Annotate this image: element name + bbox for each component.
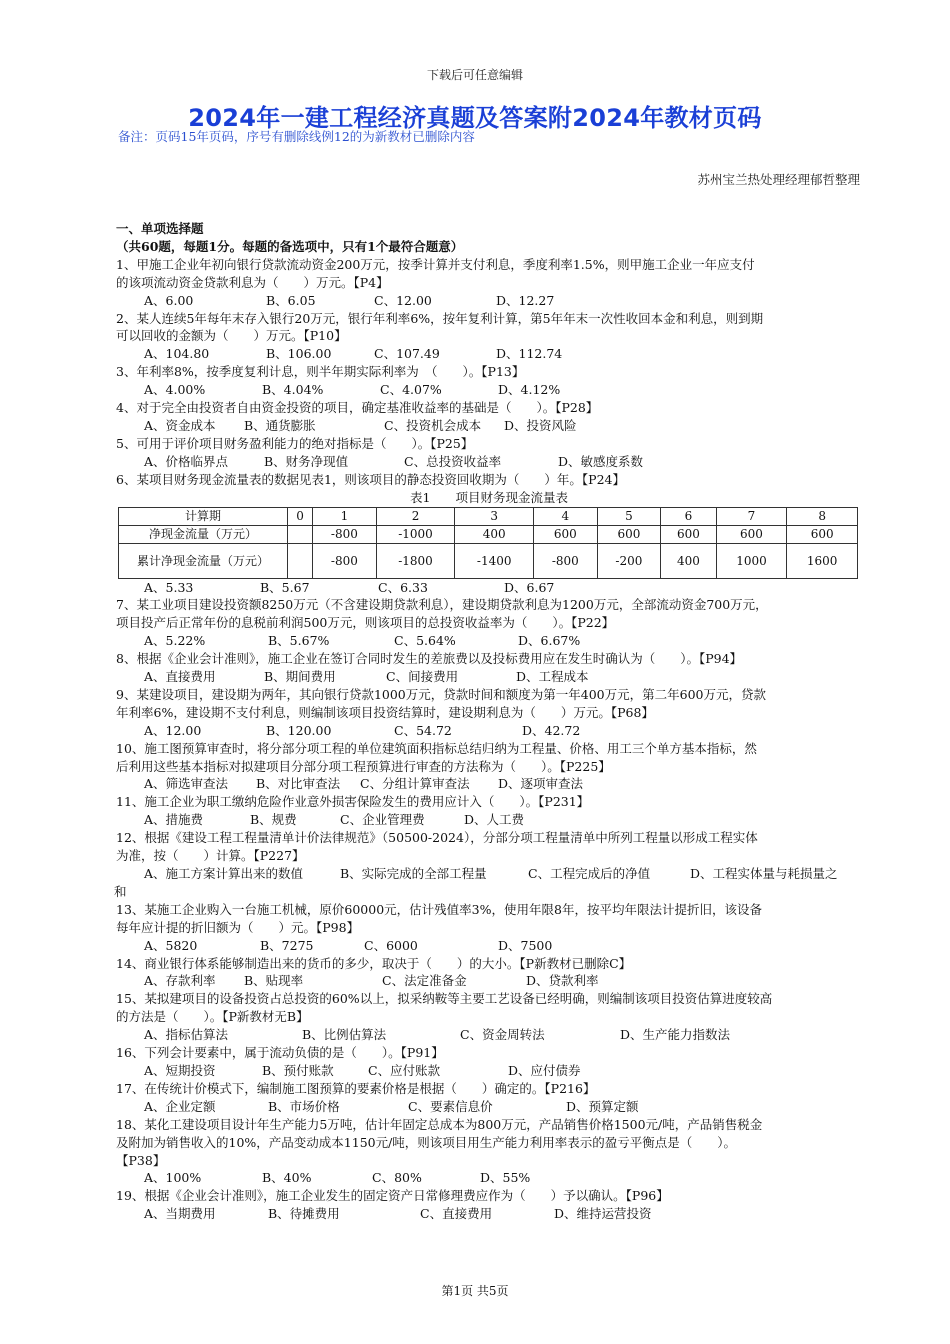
option-text: C、应付账款 [368, 1062, 441, 1078]
option-text: C、6000 [364, 937, 418, 953]
table-cell: 600 [716, 525, 787, 543]
option-row [116, 632, 862, 650]
table-cell: -200 [597, 543, 661, 578]
question-text: 可以回收的金额为（ ）万元。【P10】 [116, 328, 347, 344]
option-text: A、当期费用 [144, 1206, 216, 1222]
option-text: A、措施费 [144, 812, 204, 828]
option-text: A、短期投资 [144, 1062, 216, 1078]
table-caption: 表1 项目财务现金流量表 [410, 489, 568, 505]
option-row [116, 1169, 862, 1187]
option-text: C、4.07% [380, 382, 442, 398]
question-text: 9、某建设项目，建设期为两年，其向银行贷款1000万元，贷款时间和额度为第一年400万元，第二年600万元，贷款 [116, 686, 766, 702]
option-text: C、资金周转法 [460, 1027, 545, 1043]
option-text: D、生产能力指数法 [620, 1027, 731, 1043]
option-text: A、5820 [144, 937, 198, 953]
question-text: 5、可用于评价项目财务盈利能力的绝对指标是（ ）。【P25】 [116, 435, 474, 451]
table-row [119, 525, 858, 543]
table-header-cell: 3 [455, 507, 534, 525]
table-cell: 400 [455, 525, 534, 543]
question-text: 6、某项目财务现金流量表的数据见表1，则该项目的静态投资回收期为（ ）年。【P24】 [116, 471, 625, 487]
question-text: 16、下列会计要素中，属于流动负债的是（ ）。【P91】 [116, 1045, 444, 1061]
option-text: D、投资风险 [504, 417, 577, 433]
option-text: B、比例估算法 [302, 1027, 387, 1043]
option-text: D、6.67 [504, 579, 555, 595]
option-text: A、104.80 [144, 346, 210, 362]
option-text: A、筛选审查法 [144, 776, 229, 792]
option-text: A、指标估算法 [144, 1027, 229, 1043]
option-text: B、120.00 [266, 722, 332, 738]
option-row [116, 811, 862, 829]
header-note: 下载后可任意编辑 [426, 68, 523, 82]
question-text: 【P38】 [116, 1152, 166, 1168]
option-text: D、逐项审查法 [498, 776, 584, 792]
question-text: 的方法是（ ）。【P新教材无B】 [116, 1009, 309, 1025]
option-text: A、企业定额 [144, 1098, 216, 1114]
option-row [116, 722, 862, 740]
table-cell: -1400 [455, 543, 534, 578]
option-text: D、4.12% [498, 382, 561, 398]
question-text: 19、根据《企业会计准则》，施工企业发生的固定资产日常修理费应作为（ ）予以确认。【P96】 [116, 1188, 669, 1204]
table-header-cell: 4 [534, 507, 598, 525]
question-text: 18、某化工建设项目设计年生产能力5万吨，估计年固定总成本为800万元，产品销售价格1500元/吨，产品销售税金 [116, 1116, 763, 1132]
option-text: D、贷款利率 [526, 973, 599, 989]
question-text: 每年应计提的折旧额为（ ）元。【P98】 [116, 919, 360, 935]
option-text: A、资金成本 [144, 417, 216, 433]
option-text: A、存款利率 [144, 973, 216, 989]
option-text: B、4.04% [262, 382, 324, 398]
question-list [116, 220, 862, 1223]
option-text: C、法定准备金 [382, 973, 467, 989]
option-text: A、直接费用 [144, 669, 216, 685]
option-text: C、80% [372, 1170, 422, 1186]
compiler-credit: 苏州宝兰热处理经理郁哲整理 [697, 172, 860, 187]
table-header-cell: 0 [288, 507, 313, 525]
option-text: D、55% [480, 1170, 531, 1186]
table-cell: 600 [597, 525, 661, 543]
option-text: D、12.27 [496, 292, 555, 308]
option-row [116, 381, 862, 399]
option-text: C、分组计算审查法 [360, 776, 470, 792]
option-row [116, 453, 862, 471]
option-row [116, 937, 862, 955]
table-header-cell: 7 [716, 507, 787, 525]
option-text: B、106.00 [266, 346, 332, 362]
option-text: A、施工方案计算出来的数值 [144, 866, 304, 881]
page-footer: 第1页 共5页 [441, 1284, 509, 1298]
option-text: B、40% [262, 1170, 312, 1186]
question-text: 项目投产后正常年份的息税前利润500万元，则该项目的总投资收益率为（ ）。【P22】 [116, 615, 615, 631]
option-text: B、实际完成的全部工程量 [340, 866, 487, 881]
option-text: A、5.33 [144, 579, 194, 595]
document-title: 2024年一建工程经济真题及答案附2024年教材页码 [188, 104, 762, 132]
table-cell: 600 [787, 525, 858, 543]
option-row [116, 1026, 862, 1044]
question-text: 3、年利率8%，按季度复利计息，则半年期实际利率为 （ ）。【P13】 [116, 364, 525, 380]
table-header-cell: 2 [376, 507, 455, 525]
option-text: D、7500 [498, 937, 553, 953]
option-text: B、通货膨胀 [244, 417, 316, 433]
question-text: 及附加为销售收入的10%，产品变动成本1150元/吨，则该项目用生产能力利用率表示的盈亏平衡点是（ ）。 [116, 1134, 737, 1150]
table-header-cell: 1 [313, 507, 377, 525]
question-text: 年利率6%，建设期不支付利息，则编制该项目投资结算时，建设期利息为（ ）万元。【P68】 [116, 704, 654, 720]
question-text-tail: 和 [114, 883, 127, 899]
question-text: 7、某工业项目建设投资额8250万元（不含建设期贷款利息），建设期贷款利息为1200万元，全部流动资金700万元， [116, 597, 768, 613]
option-text: C、54.72 [394, 722, 452, 738]
option-text: B、预付账款 [262, 1062, 334, 1078]
table-header-row [119, 507, 858, 525]
question-text: 4、对于完全由投资者自由资金投资的项目，确定基准收益率的基础是（ ）。【P28】 [116, 400, 599, 416]
question-text: 15、某拟建项目的设备投资占总投资的60%以上，拟采纳鞍等主要工艺设备已经明确，则编制该项目投资估算进度较高 [116, 991, 773, 1007]
table-cell: 累计净现金流量（万元） [119, 543, 288, 578]
option-text: A、12.00 [144, 722, 202, 738]
table-header-cell: 计算期 [119, 507, 288, 525]
option-text: A、4.00% [144, 382, 206, 398]
option-text: C、投资机会成本 [384, 417, 482, 433]
option-text: D、6.67% [518, 633, 581, 649]
question-text: 为准，按（ ）计算。【P227】 [116, 848, 305, 864]
table-cell: 600 [534, 525, 598, 543]
option-row [116, 417, 862, 435]
option-text: B、6.05 [266, 292, 316, 308]
table-cell: -800 [313, 543, 377, 578]
table-row [119, 543, 858, 578]
option-row [116, 668, 862, 686]
table-cell: 1000 [716, 543, 787, 578]
table-header-cell: 8 [787, 507, 858, 525]
question-text: 1、甲施工企业年初向银行贷款流动资金200万元，按季计算并支付利息，季度利率1.5%，则甲施工企业一年应支付 [116, 256, 755, 272]
option-text: A、6.00 [144, 292, 194, 308]
option-text: D、预算定额 [566, 1098, 639, 1114]
table-header-cell: 6 [661, 507, 716, 525]
option-row [116, 865, 862, 883]
option-text: B、规费 [250, 812, 297, 828]
option-text: D、敏感度系数 [558, 453, 644, 469]
option-text: D、维持运营投资 [554, 1206, 652, 1222]
option-text: C、107.49 [374, 346, 440, 362]
option-text: D、人工费 [464, 812, 525, 828]
option-text: B、市场价格 [268, 1098, 340, 1114]
option-row [116, 972, 862, 990]
option-text: B、财务净现值 [264, 453, 349, 469]
option-row [116, 345, 862, 363]
table-header-cell: 5 [597, 507, 661, 525]
section-subtitle: （共60题，每题1分。每题的备选项中，只有1个最符合题意） [116, 238, 464, 254]
option-text: C、直接费用 [420, 1206, 493, 1222]
option-text: D、应付债券 [508, 1062, 581, 1078]
option-text: C、要素信息价 [408, 1098, 493, 1114]
table-cell: -1000 [376, 525, 455, 543]
option-text: C、间接费用 [386, 669, 459, 685]
question-text: 后利用这些基本指标对拟建项目分部分项工程预算进行审查的方法称为（ ）。【P225】 [116, 758, 611, 774]
option-text: C、总投资收益率 [404, 453, 502, 469]
option-row [116, 579, 862, 597]
option-text: B、5.67 [260, 579, 310, 595]
table-cell: 400 [661, 543, 716, 578]
option-text: D、工程实体量与耗损量之 [690, 866, 838, 881]
option-text: A、100% [144, 1170, 202, 1186]
option-text: D、42.72 [522, 722, 581, 738]
option-text: C、5.64% [394, 633, 456, 649]
option-text: D、工程成本 [516, 669, 589, 685]
table-cell [288, 525, 313, 543]
section-title: 一、单项选择题 [116, 221, 204, 236]
table-cell: -1800 [376, 543, 455, 578]
table-cell: 600 [661, 525, 716, 543]
question-text: 11、施工企业为职工缴纳危险作业意外损害保险发生的费用应计入（ ）。【P231】 [116, 794, 590, 810]
table-cell [288, 543, 313, 578]
question-text: 的该项流动资金贷款利息为（ ）万元。【P4】 [116, 274, 389, 290]
option-text: B、待摊费用 [268, 1206, 340, 1222]
option-text: B、贴现率 [244, 973, 304, 989]
table-cell: -800 [534, 543, 598, 578]
option-row [116, 292, 862, 310]
option-text: B、7275 [260, 937, 314, 953]
option-row [116, 1098, 862, 1116]
option-text: C、工程完成后的净值 [528, 866, 651, 881]
option-text: C、6.33 [378, 579, 428, 595]
option-text: A、5.22% [144, 633, 206, 649]
table-cell: 净现金流量（万元） [119, 525, 288, 543]
option-row [116, 1205, 862, 1223]
option-row [116, 1062, 862, 1080]
option-text: C、企业管理费 [340, 812, 425, 828]
question-text: 13、某施工企业购入一台施工机械，原价60000元，估计残值率3%，使用年限8年，按平均年限法计提折旧，该设备 [116, 901, 762, 917]
table-cell: 1600 [787, 543, 858, 578]
option-text: C、12.00 [374, 292, 432, 308]
option-row [116, 775, 862, 793]
table-cell: -800 [313, 525, 377, 543]
cash-flow-table [118, 507, 858, 579]
option-text: A、价格临界点 [144, 453, 229, 469]
option-text: B、5.67% [268, 633, 330, 649]
option-text: B、期间费用 [264, 669, 336, 685]
option-text: B、对比审查法 [256, 776, 341, 792]
question-text: 14、商业银行体系能够制造出来的货币的多少，取决于（ ）的大小。【P新教材已删除C】 [116, 955, 632, 971]
question-text: 8、根据《企业会计准则》，施工企业在签订合同时发生的差旅费以及投标费用应在发生时确认为（ ）。【P94】 [116, 651, 743, 667]
question-text: 17、在传统计价模式下，编制施工图预算的要素价格是根据（ ）确定的。【P216】 [116, 1080, 596, 1096]
question-text: 2、某人连续5年每年末存入银行20万元，银行年利率6%，按年复利计算，第5年年末一次性收回本金和利息，则到期 [116, 310, 764, 326]
remark-note: 备注：页码15年页码，序号有删除线例12的为新教材已删除内容 [118, 129, 475, 144]
question-text: 10、施工图预算审查时，将分部分项工程的单位建筑面积指标总结归纳为工程量、价格、用工三个单方基本指标，然 [116, 740, 757, 756]
option-text: D、112.74 [496, 346, 563, 362]
question-text: 12、根据《建设工程工程量清单计价法律规范》（50500-2024），分部分项工程量清单中所列工程量以形成工程实体 [116, 830, 758, 846]
